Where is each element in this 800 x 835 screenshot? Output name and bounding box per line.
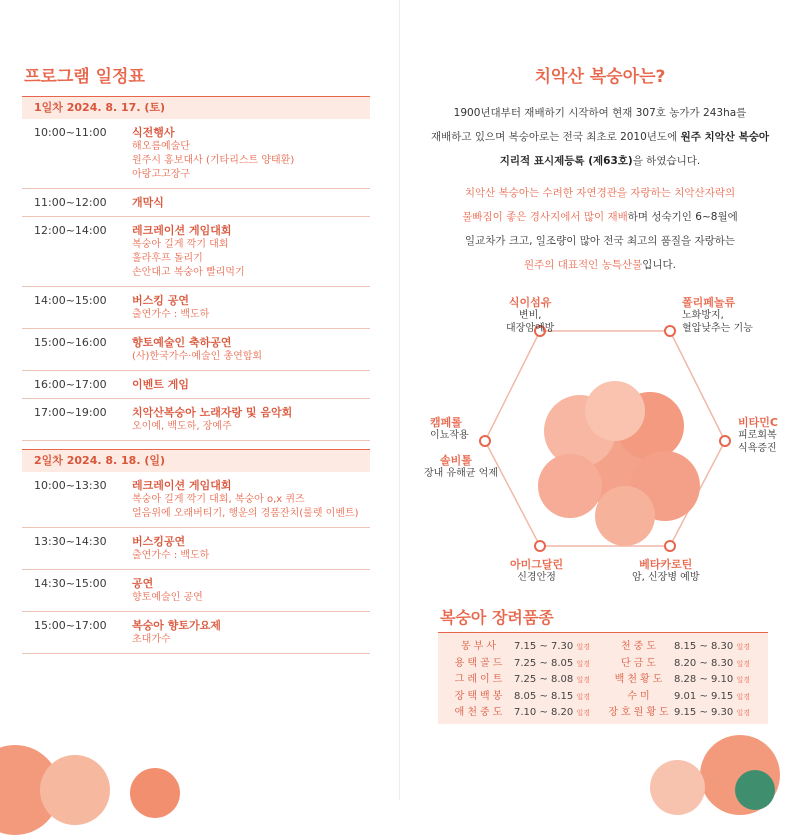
- schedule-time: 10:00~11:00: [34, 126, 107, 139]
- schedule-title: 프로그램 일정표: [24, 67, 145, 87]
- variety-name: 몽부사: [461, 641, 499, 652]
- variety-unit: 일경: [736, 659, 750, 668]
- variety-date-range: 8.28 ~ 9.10: [674, 674, 734, 685]
- day2-header: 2일차 2024. 8. 18. (일): [22, 449, 370, 472]
- variety-date-range: 7.25 ~ 8.05: [514, 657, 574, 669]
- variety-unit: 일경: [576, 692, 590, 701]
- variety-row: [606, 705, 760, 722]
- variety-row: [446, 672, 600, 689]
- variety-date-range: 9.15 ~ 9.30: [674, 707, 734, 718]
- variety-date-range: 7.15 ~ 7.30: [514, 641, 574, 652]
- day1-list: [22, 119, 370, 441]
- schedule-time: 15:00~17:00: [34, 619, 107, 632]
- schedule-item: [22, 119, 370, 189]
- variety-date-range: 8.05 ~ 8.15: [514, 690, 574, 702]
- schedule-event-detail: 복숭아 길게 깍기 대회: [132, 239, 229, 250]
- schedule-event-title: 버스킹 공연: [132, 294, 189, 307]
- schedule-event-detail: 훌라후프 돌리기: [132, 253, 203, 264]
- schedule-item: [22, 399, 370, 441]
- schedule-event-detail: 출연가수 : 백도하: [132, 309, 210, 320]
- variety-grid: [438, 639, 768, 722]
- schedule-time: 10:00~13:30: [34, 479, 107, 492]
- hexagon-outline: [420, 296, 780, 586]
- variety-name: 천중도: [621, 641, 659, 652]
- day2-list: [22, 472, 370, 654]
- schedule-item: [22, 570, 370, 612]
- schedule-item: [22, 329, 370, 371]
- schedule-event-title: 레크레이션 게임대회: [132, 479, 232, 492]
- variety-date-range: 7.25 ~ 8.08: [514, 674, 574, 685]
- nutrient-kaempferol: 캠페롤 이뇨작용: [430, 416, 469, 441]
- variety-name: 수미: [627, 690, 653, 702]
- schedule-event-title: 레크레이션 게임대회: [132, 224, 232, 237]
- schedule-item: [22, 287, 370, 329]
- schedule-event-title: 치악산복숭아 노래자랑 및 음악회: [132, 406, 293, 419]
- schedule-event-title: 식전행사: [132, 126, 175, 139]
- schedule-event-detail: 복숭아 길게 깍기 대회, 복숭아 o,x 퀴즈: [132, 494, 305, 505]
- nutrient-amygdalin: 아미그달린 신경안정: [510, 558, 564, 583]
- nutrient-beta-carotene: 베타카로틴 암, 신장병 예방: [632, 558, 700, 583]
- schedule-time: 12:00~14:00: [34, 224, 107, 237]
- variety-name: 단금도: [621, 657, 659, 669]
- schedule-event-detail: 원주시 홍보대사 (기타리스트 양태환): [132, 155, 295, 166]
- variety-row: [606, 689, 760, 706]
- page-fold: [399, 0, 400, 800]
- variety-unit: 일경: [576, 709, 590, 717]
- schedule-event-detail: 향토예술인 공연: [132, 592, 203, 603]
- day1-header: 1일차 2024. 8. 17. (토): [22, 96, 370, 119]
- variety-row: [606, 672, 760, 689]
- variety-date-range: 8.20 ~ 8.30: [674, 657, 734, 669]
- variety-unit: 일경: [736, 709, 750, 717]
- nutrient-vitamin-c: 비타민C 피로회복 식욕증진: [738, 416, 778, 454]
- variety-date-range: 7.10 ~ 8.20: [514, 707, 574, 718]
- nutrient-fiber: 식이섬유 변비, 대장암예방: [506, 296, 555, 334]
- variety-name: 장호원황도: [608, 707, 672, 718]
- variety-name: 용택골드: [454, 657, 506, 669]
- schedule-event-title: 공연: [132, 577, 154, 590]
- variety-date-range: 8.15 ~ 8.30: [674, 641, 734, 652]
- schedule-event-detail: (사)한국가수·예술인 총연합회: [132, 351, 263, 362]
- schedule-item: [22, 371, 370, 399]
- schedule-event-detail: 출연가수 : 백도하: [132, 550, 210, 561]
- peach-illustration-left-2: [40, 755, 110, 825]
- about-paragraph-1: 1900년대부터 재배하기 시작하여 현재 307호 농가가 243ha를 재배하고 있으며 복숭아로는 전국 최초로 2010년도에 원주 치악산 복숭아 지리적 표시제등록 (제63호)을 하였습니다.: [430, 107, 770, 167]
- about-panel: [420, 62, 780, 583]
- schedule-time: 14:30~15:00: [34, 577, 107, 590]
- peach-illustration-left-3: [130, 768, 180, 818]
- variety-row: [446, 705, 600, 722]
- schedule-time: 17:00~19:00: [34, 406, 107, 419]
- variety-date-range: 9.01 ~ 9.15: [674, 690, 734, 702]
- schedule-item: [22, 528, 370, 570]
- schedule-time: 16:00~17:00: [34, 378, 107, 391]
- variety-name: 애천중도: [454, 707, 506, 718]
- schedule-event-detail: 해오름예술단: [132, 141, 190, 152]
- about-title: 치악산 복숭아는?: [534, 67, 666, 87]
- variety-row: [446, 656, 600, 673]
- about-paragraph-2: 치악산 복숭아는 수려한 자연경관을 자랑하는 치악산자락의 물빠짐이 좋은 경사지에서 많이 재배하며 성숙기인 6~8월에 일교차가 크고, 일조량이 많아 전국 최고의 품질을 자랑하는 원주의 대표적인 농특산물입니다.: [462, 187, 738, 271]
- variety-name: 그레이트: [454, 674, 506, 685]
- nutrient-polyphenol: 폴리페놀류 노화방지, 혈압낮추는 기능: [682, 296, 753, 334]
- schedule-event-title: 복숭아 향토가요제: [132, 619, 221, 632]
- schedule-event-detail: 아랑고고장구: [132, 169, 190, 180]
- variety-title: 복숭아 장려품종: [440, 608, 554, 627]
- schedule-time: 15:00~16:00: [34, 336, 107, 349]
- variety-name: 장택백봉: [454, 690, 506, 702]
- nutrient-diagram: [420, 296, 780, 586]
- schedule-event-title: 이벤트 게임: [132, 378, 189, 391]
- variety-unit: 일경: [736, 643, 750, 651]
- variety-unit: 일경: [736, 676, 750, 684]
- schedule-event-detail: 초대가수: [132, 634, 171, 645]
- schedule-event-detail: 얼음위에 오래버티기, 행운의 경품잔치(룰렛 이벤트): [132, 508, 359, 519]
- schedule-item: [22, 612, 370, 654]
- schedule-item: [22, 217, 370, 287]
- schedule-event-title: 버스킹공연: [132, 535, 186, 548]
- nutrient-sorbitol: 솔비톨 장내 유해균 억제: [424, 454, 498, 479]
- variety-name: 백천황도: [614, 674, 666, 685]
- variety-unit: 일경: [576, 659, 590, 668]
- schedule-event-title: 향토예술인 축하공연: [132, 336, 232, 349]
- schedule-item: [22, 472, 370, 528]
- variety-row: [606, 639, 760, 656]
- variety-row: [606, 656, 760, 673]
- variety-row: [446, 639, 600, 656]
- schedule-event-detail: 손안대고 복숭아 빨리먹기: [132, 267, 245, 278]
- variety-row: [446, 689, 600, 706]
- schedule-time: 11:00~12:00: [34, 196, 107, 209]
- variety-unit: 일경: [576, 676, 590, 684]
- schedule-item: [22, 189, 370, 217]
- schedule-event-detail: 오이예, 백도하, 장예주: [132, 421, 232, 432]
- schedule-time: 14:00~15:00: [34, 294, 107, 307]
- schedule-time: 13:30~14:30: [34, 535, 107, 548]
- schedule-panel: [22, 62, 370, 654]
- variety-unit: 일경: [576, 643, 590, 651]
- leaf-illustration-right: [735, 770, 775, 810]
- variety-table: [438, 632, 768, 724]
- flower-illustration-right: [650, 760, 705, 815]
- schedule-event-title: 개막식: [132, 196, 164, 209]
- variety-unit: 일경: [736, 692, 750, 701]
